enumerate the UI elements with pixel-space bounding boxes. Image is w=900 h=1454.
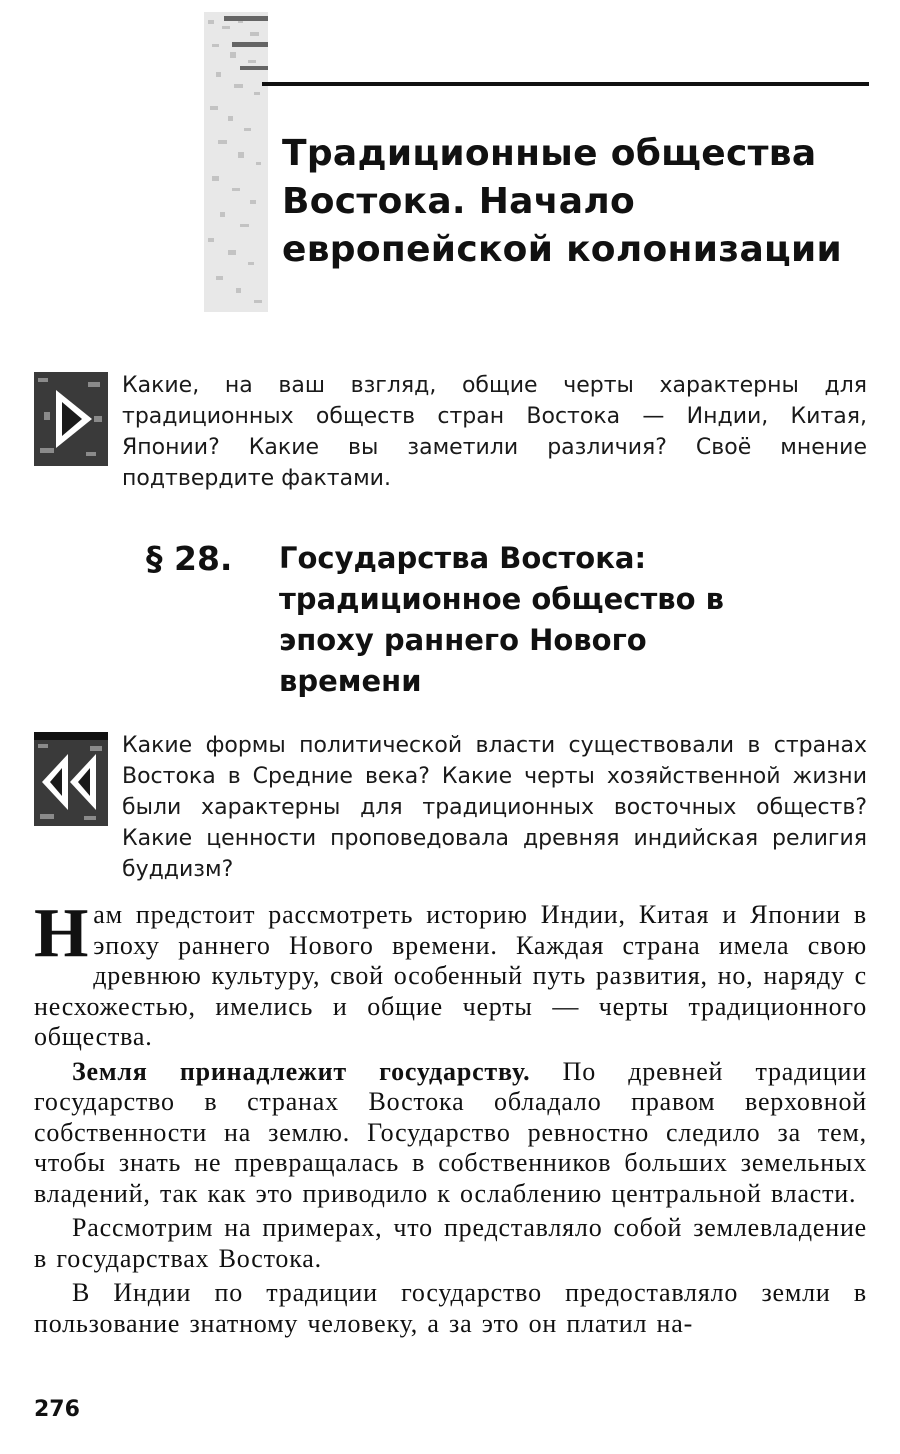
land-text: По древней традиции государство в странах Востока обладало правом верховной собственности на землю. Государство ревностно следило за тем, чтобы знать не превращалась в собственников больших земельных владений, так как это приводило к ослаблению центральной власти. [34,1056,867,1208]
chapter-title-rule [262,82,869,86]
textured-banner-icon [204,12,268,312]
chapter-question-box [34,370,869,500]
intro-text: ам предстоит рассмотреть историю Индии, Китая и Японии в эпоху раннего Нового времени. Каждая страна имела свою древнюю культуру, свой особенный путь развития, но, наряду с несхожестью, имелись и общие черты — черты традиционного общества. [34,900,867,1051]
intro-paragraph [34,895,867,1053]
section-number: § 28. [146,539,233,578]
drop-cap: Н [34,895,90,972]
review-question-box [34,730,869,890]
examples-paragraph: Рассмотрим на примерах, что представляло собой землевладение в государствах Востока. [34,1213,867,1273]
chapter-title: Традиционные общества Востока. Начало европейской колонизации [282,133,843,270]
play-arrow-icon [34,372,108,466]
review-question-text: Какие формы политической власти существовали в странах Востока в Средние века? Какие черты хозяйственной жизни были характерны для традиционных восточных обществ? Какие ценности проповедовала древняя индийская религия буддизм? [122,733,867,882]
body-text [34,895,867,1339]
land-paragraph [34,1057,867,1210]
chapter-question-text: Какие, на ваш взгляд, общие черты характерны для традиционных обществ стран Востока — Индии, Китая, Японии? Какие вы заметили различия? Своё мнение подтвердите фактами. [122,373,867,491]
section-title: Государства Востока: традиционное общество в эпоху раннего Нового времени [279,541,724,698]
chapter-header [204,12,869,324]
land-heading: Земля принадлежит государству. [72,1056,531,1086]
page-number: 276 [34,1397,80,1422]
rewind-arrows-icon [34,732,108,826]
india-paragraph: В Индии по традиции государство предоставляло земли в пользование знатному человеку, а за это он платил на- [34,1278,867,1338]
